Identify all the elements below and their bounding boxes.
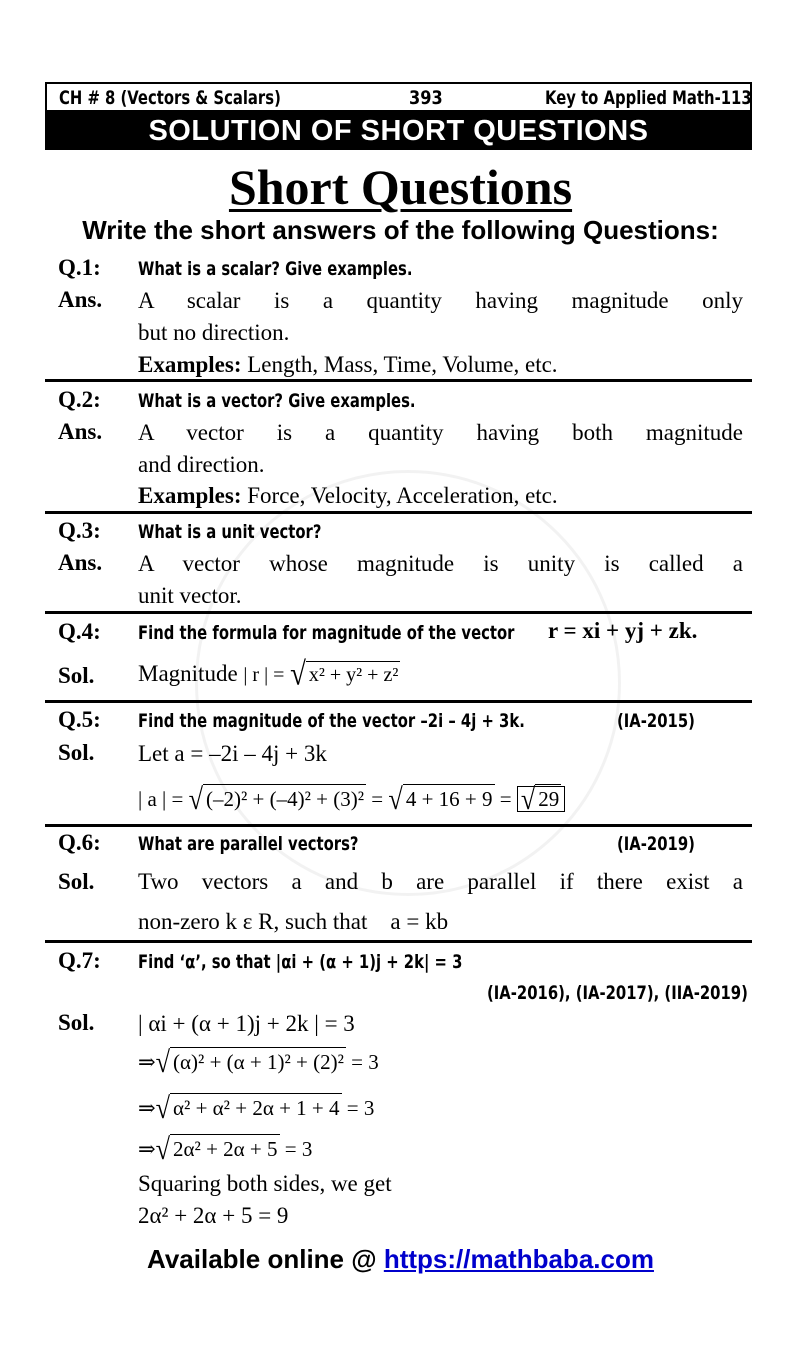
book-title: Key to Applied Math-113 — [545, 87, 752, 109]
q1-ans-label: Ans. — [58, 287, 103, 312]
q7-reference: (IA-2016), (IA-2017), (IIA-2019) — [487, 982, 748, 1004]
section-banner: SOLUTION OF SHORT QUESTIONS — [45, 112, 752, 150]
q1-question: What is a scalar? Give examples. — [138, 258, 413, 280]
q6-reference: (IA-2019) — [617, 833, 695, 855]
q5-reference: (IA-2015) — [617, 710, 695, 732]
q2-ans-label: Ans. — [58, 419, 103, 444]
q3-answer-line2: unit vector. — [138, 583, 242, 608]
page-title — [0, 158, 801, 216]
divider — [45, 379, 752, 382]
q5-line2: | a | = √ (–2)² + (–4)² + (3)² = √ 4 + 16 + 9 = √ 29 — [138, 783, 565, 816]
q5-sol-label: Sol. — [58, 740, 95, 765]
q1-answer-line1: A scalar is a quantity having magnitude only — [138, 288, 743, 313]
divider — [45, 611, 752, 614]
q7-line4: ⇒√ 2α² + 2α + 5 = 3 — [138, 1132, 313, 1167]
q7-line2: ⇒√ (α)² + (α + 1)² + (2)² = 3 — [138, 1045, 379, 1080]
q6-sol-label: Sol. — [58, 869, 95, 894]
page-header — [45, 82, 752, 112]
q6-line2: non-zero k ε R, such that a = kb — [138, 909, 449, 934]
q2-answer-line2: and direction. — [138, 452, 265, 477]
footer-text: Available online @ — [147, 1244, 377, 1274]
q1-label: Q.1: — [58, 255, 101, 280]
q4-question: Find the formula for magnitude of the vector — [138, 622, 515, 644]
q5-line1: Let a = –2i – 4j + 3k — [138, 741, 327, 766]
q6-label: Q.6: — [58, 830, 101, 855]
q2-examples: Examples: Force, Velocity, Acceleration, etc. — [138, 483, 558, 508]
q3-ans-label: Ans. — [58, 550, 103, 575]
result-box: √ 29 — [517, 786, 565, 812]
q6-line1: Two vectors a and b are parallel if there exist a — [138, 869, 743, 894]
q3-question: What is a unit vector? — [138, 521, 322, 543]
chapter-label: CH # 8 (Vectors & Scalars) — [59, 87, 281, 109]
q7-line3: ⇒√ α² + α² + 2α + 1 + 4 = 3 — [138, 1091, 375, 1126]
q7-line5: Squaring both sides, we get — [138, 1171, 392, 1196]
q7-sol-label: Sol. — [58, 1010, 95, 1035]
page-title-text: Short Questions — [228, 159, 573, 215]
q1-examples: Examples: Length, Mass, Time, Volume, etc. — [138, 352, 558, 377]
q1-answer-line2: but no direction. — [138, 320, 290, 345]
q7-label: Q.7: — [58, 948, 101, 973]
divider — [45, 700, 752, 703]
divider — [45, 940, 752, 943]
q7-question: Find ‘α’, so that |αi + (α + 1)j + 2k| = 3 — [138, 951, 463, 973]
q2-label: Q.2: — [58, 387, 101, 412]
q3-answer-line1: A vector whose magnitude is unity is called a — [138, 551, 743, 576]
q2-answer-line1: A vector is a quantity having both magnitude — [138, 420, 743, 445]
divider — [45, 824, 752, 827]
q3-label: Q.3: — [58, 518, 101, 543]
q5-question: Find the magnitude of the vector –2i – 4j + 3k. — [138, 710, 525, 732]
page-number: 393 — [409, 87, 443, 109]
divider — [45, 511, 752, 514]
q2-question: What is a vector? Give examples. — [138, 390, 416, 412]
sqrt-symbol: √ x² + y² + z² — [290, 655, 399, 693]
q7-line1: | αi + (α + 1)j + 2k | = 3 — [138, 1011, 355, 1036]
q4-formula: r = xi + yj + zk. — [548, 618, 698, 643]
q4-label: Q.4: — [58, 619, 101, 644]
footer — [0, 1244, 801, 1275]
q7-line6: 2α² + 2α + 5 = 9 — [138, 1203, 289, 1228]
footer-link[interactable]: https://mathbaba.com — [383, 1244, 654, 1274]
q6-question: What are parallel vectors? — [138, 833, 359, 855]
q4-solution: Magnitude | r | = √ x² + y² + z² — [138, 655, 399, 693]
q5-label: Q.5: — [58, 707, 101, 732]
instruction: Write the short answers of the following Questions: — [82, 215, 719, 245]
q4-sol-label: Sol. — [58, 663, 95, 688]
